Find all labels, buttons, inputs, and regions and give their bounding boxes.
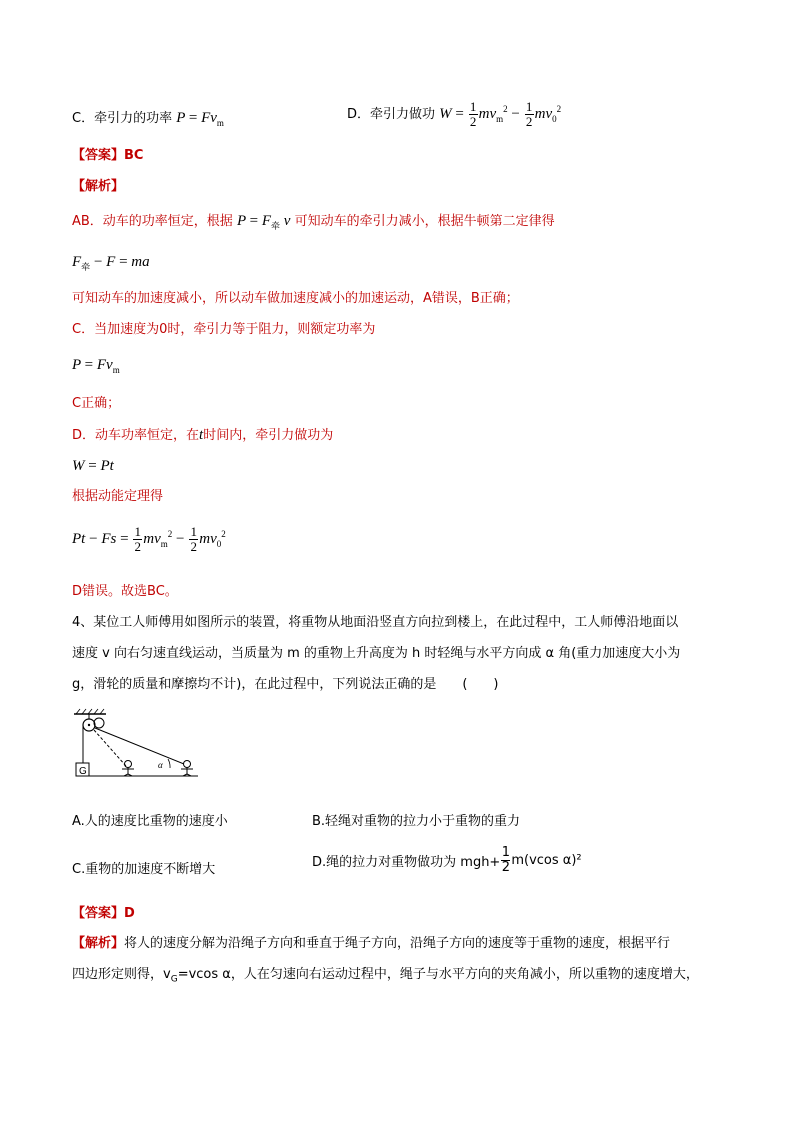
answer-1: 【答案】BC	[72, 148, 144, 163]
para-ab-b: 可知动车的牵引力减小，根据牛顿第二定律得	[294, 214, 555, 229]
para-c: C．当加速度为0时，牵引力等于阻力，则额定功率为	[72, 322, 376, 337]
para-d-b: 时间内，牵引力做功为	[203, 428, 334, 443]
analysis2-text2b: =vcos α，人在匀速向右运动过程中，绳子与水平方向的夹角减小，所以重物的速度增大，	[177, 967, 699, 982]
q4-line1: 4、某位工人师傅用如图所示的装置，将重物从地面沿竖直方向拉到楼上，在此过程中，工人师傅沿地面以	[72, 615, 679, 630]
formula-w-pt: W = Pt	[72, 458, 114, 474]
analysis2-sub: G	[170, 974, 178, 985]
option-d-suffix: m(vcos α)²	[511, 853, 582, 868]
pulley-icon	[94, 718, 104, 728]
para-d-a: D．动车功率恒定，在	[72, 428, 200, 443]
option-d-prefix: D.绳的拉力对重物做功为 mgh+	[312, 855, 501, 870]
d-wrong: D错误。故选BC。	[72, 584, 178, 599]
angle-label: α	[158, 760, 163, 770]
option-c: C.重物的加速度不断增大	[72, 862, 216, 877]
pulley-figure	[66, 706, 206, 782]
analysis2-line1	[72, 934, 670, 954]
para-ab	[72, 211, 555, 236]
block-label: G	[79, 766, 87, 777]
para-accel: 可知动车的加速度减小，所以动车做加速度减小的加速运动，A错误，B正确；	[72, 291, 519, 306]
para-ab-a: AB．动车的功率恒定，根据	[72, 214, 233, 229]
formula-p-fv: $P = F_牵$ v	[236, 213, 291, 231]
para-theorem: 根据动能定理得	[72, 489, 164, 504]
option-d-row1	[347, 100, 561, 129]
c-correct: C正确；	[72, 396, 121, 411]
formula-power: $P = Fv_m$	[176, 110, 224, 128]
formula-energy: Pt − Fs = $\frac{1}{2}$ $mv_m^2$ − $\frac{1}{2}$ $mv_0^2$	[72, 524, 226, 555]
analysis2-line2	[72, 965, 699, 990]
option-d-text: D．牵引力做功	[347, 106, 436, 122]
q4-line2: 速度 v 向右匀速直线运动，当质量为 m 的重物上升高度为 h 时轻绳与水平方向成 α 角(重力加速度大小为	[72, 646, 681, 661]
analysis2-text1: 将人的速度分解为沿绳子方向和垂直于绳子方向，沿绳子方向的速度等于重物的速度，根据平行	[124, 936, 671, 951]
q4-line3: g，滑轮的质量和摩擦均不计)，在此过程中，下列说法正确的是 ( )	[72, 677, 499, 692]
option-d: D.绳的拉力对重物做功为 mgh+ $\frac{1}{2}$ m(vcos α)²	[312, 845, 582, 875]
answer-2: 【答案】D	[72, 906, 135, 921]
option-a: A.人的速度比重物的速度小	[72, 814, 228, 829]
analysis-heading: 【解析】	[72, 179, 125, 194]
analysis2-text2: 四边形定则得，v	[72, 967, 171, 982]
formula-newton: $F_牵 - F$ = ma	[72, 254, 150, 272]
option-c-row1	[72, 108, 224, 133]
formula-work: W = $\frac{1}{2}$ $mv_m^2$ − $\frac{1}{2}$ $mv_0^2$	[439, 99, 562, 129]
analysis2-label: 【解析】	[72, 936, 125, 951]
formula-rated-power: $P = Fv_m$	[72, 357, 120, 375]
option-b: B.轻绳对重物的拉力小于重物的重力	[312, 814, 521, 829]
option-c-text: C．牵引力的功率	[72, 111, 173, 126]
para-d: D．动车功率恒定，在t时间内，牵引力做功为	[72, 427, 334, 443]
